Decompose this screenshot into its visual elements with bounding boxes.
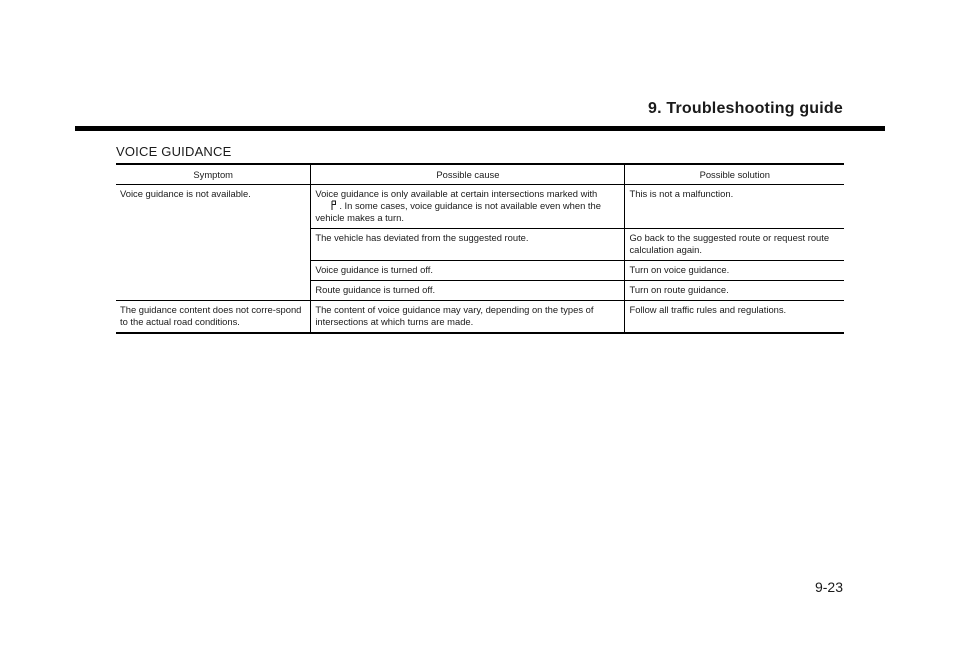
page-number: 9-23 [814,579,843,595]
cause-text-after-icon: . In some cases, voice guidance is not available even when the vehicle makes a turn. [315,200,601,223]
column-header-solution: Possible solution [625,164,844,185]
symptom-cell: The guidance content does not corre-spond to the actual road conditions. [116,301,311,334]
cause-cell: Voice guidance is turned off. [311,261,625,281]
cause-text-before-icon: Voice guidance is only available at certain intersections marked with [315,188,598,199]
table-row [116,185,844,229]
cause-cell: Route guidance is turned off. [311,281,625,301]
header-rule [75,126,885,131]
section-title: VOICE GUIDANCE [116,144,232,159]
solution-cell: Follow all traffic rules and regulations. [625,301,844,334]
symptom-cell: Voice guidance is not available. [116,185,311,301]
solution-cell: Turn on route guidance. [625,281,844,301]
column-header-symptom: Symptom [116,164,311,185]
table-row [116,301,844,334]
cause-cell [311,185,625,229]
column-header-cause: Possible cause [311,164,625,185]
table-header-row [116,164,844,185]
chapter-title: 9. Troubleshooting guide [647,100,843,117]
solution-cell: Go back to the suggested route or request route calculation again. [625,229,844,261]
cause-cell: The vehicle has deviated from the suggested route. [311,229,625,261]
troubleshooting-table [116,163,844,334]
cause-cell: The content of voice guidance may vary, depending on the types of intersections at which turns are made. [311,301,625,334]
solution-cell: Turn on voice guidance. [625,261,844,281]
turn-guidance-marker-icon [329,200,338,211]
solution-cell: This is not a malfunction. [625,185,844,229]
